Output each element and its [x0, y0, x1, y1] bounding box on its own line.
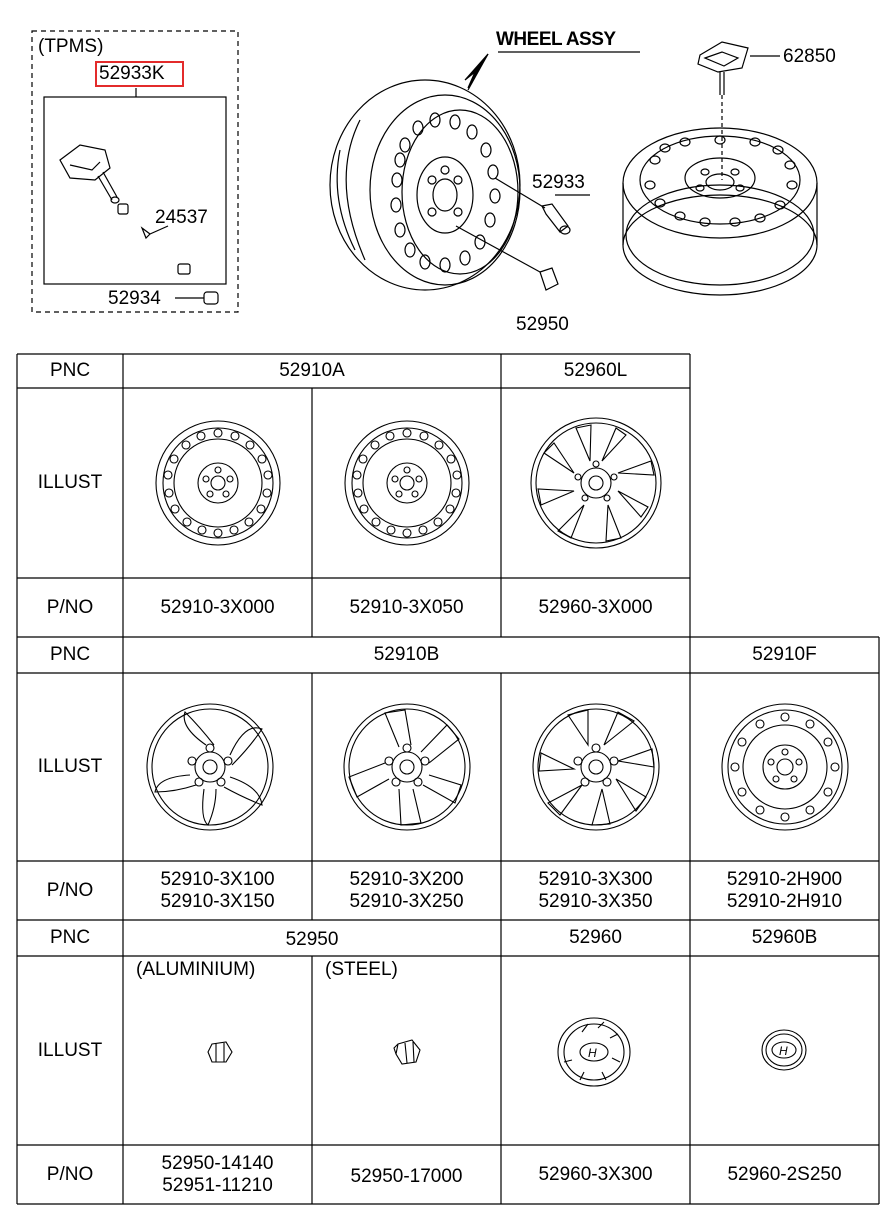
tpms-part-number[interactable]: 52933K [99, 63, 165, 84]
pnc-52960b[interactable]: 52960B [751, 927, 818, 948]
row-pnc-2: PNC [49, 644, 91, 665]
pno-group-2h900 [690, 861, 879, 920]
row-pno-2: P/NO [46, 879, 94, 901]
sub-label-aluminium: (ALUMINIUM) [136, 959, 256, 980]
part-52950-label[interactable]: 52950 [516, 314, 569, 335]
pno-52910-3x100[interactable]: 52910-3X100 [160, 868, 275, 890]
pno-52950-17000[interactable]: 52950-17000 [350, 1165, 463, 1187]
pno-52910-3x150[interactable]: 52910-3X150 [160, 890, 275, 912]
pnc-52960[interactable]: 52960 [569, 927, 622, 948]
pno-52910-3x350[interactable]: 52910-3X350 [538, 890, 653, 912]
pno-52910-3x200[interactable]: 52910-3X200 [349, 868, 464, 890]
pno-52910-3x050[interactable]: 52910-3X050 [349, 596, 464, 618]
pno-52910-2h910[interactable]: 52910-2H910 [726, 890, 843, 912]
pno-52960-3x300[interactable]: 52960-3X300 [538, 1163, 653, 1185]
steel-wheel-2h900-illust [722, 704, 848, 830]
svg-text:H: H [588, 1046, 597, 1060]
pno-52960-2s250[interactable]: 52960-2S250 [727, 1163, 842, 1185]
pnc-52910b[interactable]: 52910B [373, 644, 440, 665]
row-illust-1: ILLUST [37, 472, 103, 493]
pno-52910-3x000[interactable]: 52910-3X000 [160, 596, 275, 618]
pno-52910-3x300[interactable]: 52910-3X300 [538, 868, 653, 890]
svg-text:H: H [779, 1044, 788, 1058]
row-pno-3: P/NO [46, 1163, 94, 1185]
part-52934-label[interactable]: 52934 [108, 288, 161, 309]
part-62850-label[interactable]: 62850 [783, 46, 836, 67]
pnc-52960l[interactable]: 52960L [563, 360, 628, 381]
part-24537-label[interactable]: 24537 [155, 207, 208, 228]
row-illust-2: ILLUST [37, 756, 103, 777]
sub-label-steel: (STEEL) [325, 959, 398, 980]
row-pnc-1: PNC [49, 360, 91, 381]
wheel-cover-3x000-illust [531, 418, 661, 548]
wheel-assy-label[interactable]: WHEEL ASSY [496, 29, 616, 50]
pnc-52950[interactable]: 52950 [285, 929, 339, 950]
pno-group-14140 [123, 1145, 312, 1204]
row-pnc-3: PNC [49, 927, 91, 948]
pno-52951-11210[interactable]: 52951-11210 [162, 1174, 273, 1196]
row-illust-3: ILLUST [37, 1039, 103, 1061]
alloy-wheel-3x200-illust [344, 704, 470, 830]
pno-52910-2h900[interactable]: 52910-2H900 [726, 868, 843, 890]
alloy-wheel-3x100-illust [147, 704, 273, 830]
pno-52910-3x250[interactable]: 52910-3X250 [349, 890, 464, 912]
alloy-wheel-3x300-illust [533, 704, 659, 830]
pno-group-3x100 [123, 861, 312, 920]
pnc-52910f[interactable]: 52910F [752, 644, 817, 665]
steel-wheel-3x000-illust [156, 421, 280, 545]
lug-nut-steel-illust [394, 1040, 420, 1064]
pno-group-3x300 [501, 861, 690, 920]
pno-52950-14140[interactable]: 52950-14140 [161, 1152, 274, 1174]
row-pno-1: P/NO [46, 596, 94, 618]
pno-52960-3x000[interactable]: 52960-3X000 [538, 596, 653, 618]
pno-group-3x200 [312, 861, 501, 920]
pnc-52910a[interactable]: 52910A [279, 360, 345, 381]
hub-cap-2s250-illust [762, 1030, 806, 1070]
part-52933-label[interactable]: 52933 [532, 172, 585, 193]
lug-nut-aluminium-illust [208, 1042, 232, 1062]
hub-cap-3x300-illust [558, 1018, 630, 1086]
tpms-label: (TPMS) [38, 36, 104, 57]
steel-wheel-3x050-illust [345, 421, 469, 545]
